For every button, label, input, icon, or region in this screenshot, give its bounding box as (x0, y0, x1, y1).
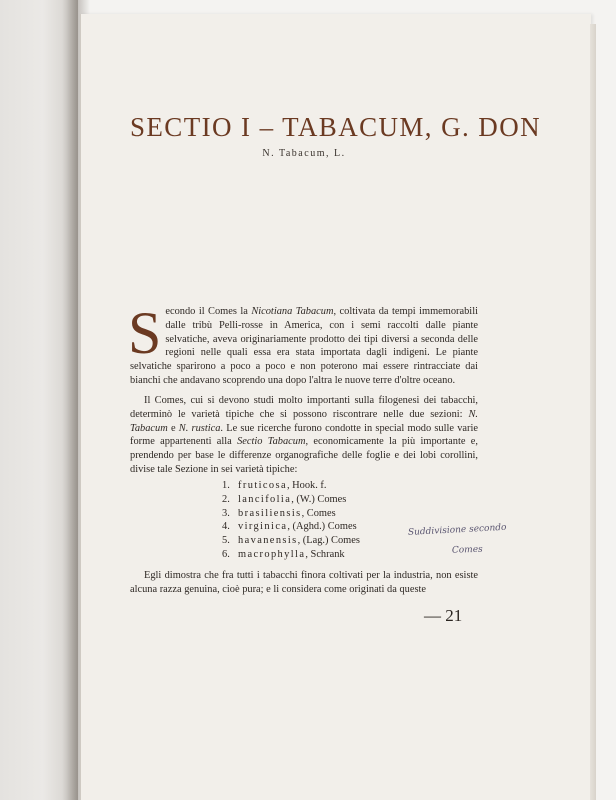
handwritten-note (404, 514, 524, 564)
variety-item (222, 548, 402, 562)
variety-number: 5. (222, 535, 230, 547)
variety-item (222, 507, 402, 521)
variety-item (222, 534, 402, 548)
page-edge (590, 24, 596, 800)
paragraph-2-part-1: Il Comes, cui si devono studi molto importanti sulla filogenesi dei tabacchi, determinò le varietà tipiche che si possono riscontrare nelle due sezioni: (130, 395, 478, 420)
variety-number: 4. (222, 521, 230, 533)
variety-item (222, 479, 402, 493)
paragraph-3: Egli dimostra che fra tutti i tabacchi finora coltivati per la industria, non esiste alcuna razza genuina, cioè pura; e li considera come originati da queste (130, 570, 478, 595)
page-number: — 21 (424, 606, 463, 625)
section-subtitle: N. Tabacum, L. (262, 148, 346, 159)
paragraph-2-italic-1: N. Tabacum (130, 408, 478, 434)
handwritten-line-1: Suddivisione secondo (407, 522, 507, 538)
paragraph-1-text-b: , coltivata da tempi immemorabili dalle tribù Pelli-rosse in America, con i semi raccolti dalle piante selvatiche, aveva originariamente prodotto dei tipi diversi a seconda delle regioni nelle quali essa era stata importata dagli indigeni. Le piante selvatiche sparirono a poco a poco e non poterono mai essere rintracciate dai bianchi che andavano scoprendo una dopo l'altra le nuove terre d'oltre oceano. (130, 306, 478, 386)
variety-name: brasiliensis (238, 507, 302, 519)
paragraph-1-text-a: econdo il Comes la (165, 306, 252, 317)
variety-author: , Hook. f. (286, 480, 327, 491)
paragraph-2-part-2: e (167, 422, 179, 434)
variety-number: 1. (222, 480, 230, 491)
paragraph-2-part-3: . Le sue ricerche furono condotte in special modo sulle varie forme appartenenti alla (130, 422, 478, 448)
variety-name: fruticosa (238, 480, 287, 491)
paragraph-2-italic-2: N. rustica (178, 422, 221, 434)
variety-name: virginica (238, 521, 288, 533)
variety-number: 3. (222, 507, 230, 519)
variety-author: , (W.) Comes (291, 493, 347, 505)
variety-name: macrophylla (238, 548, 306, 560)
variety-author: , Schrank (305, 548, 345, 560)
variety-name: lancifolia (238, 493, 292, 505)
variety-number: 2. (222, 493, 230, 505)
variety-name: havanensis (238, 535, 298, 547)
paragraph-2-part-4: , economicamente la più importante e, prendendo per base le differenze organografiche delle foglie e dei lobi corollini, divise tale Sezione in sei varietà tipiche: (130, 436, 478, 475)
paragraph-1-italic: Nicotiana Tabacum (251, 306, 334, 317)
paragraph-2 (130, 394, 478, 477)
drop-cap: S (128, 300, 162, 366)
paragraph-1 (128, 300, 478, 388)
handwritten-line-2: Comes (451, 544, 483, 556)
variety-author: , (Lag.) Comes (297, 535, 360, 547)
paragraph-2-italic-3: Sectio Tabacum (237, 436, 306, 448)
variety-item (222, 493, 402, 507)
section-title: SECTIO I – TABACUM, G. DON (130, 112, 541, 142)
variety-author: , Comes (301, 507, 336, 519)
variety-item (222, 520, 402, 534)
variety-author: , (Aghd.) Comes (287, 521, 357, 533)
variety-number: 6. (222, 548, 230, 560)
varieties-list (222, 479, 402, 562)
